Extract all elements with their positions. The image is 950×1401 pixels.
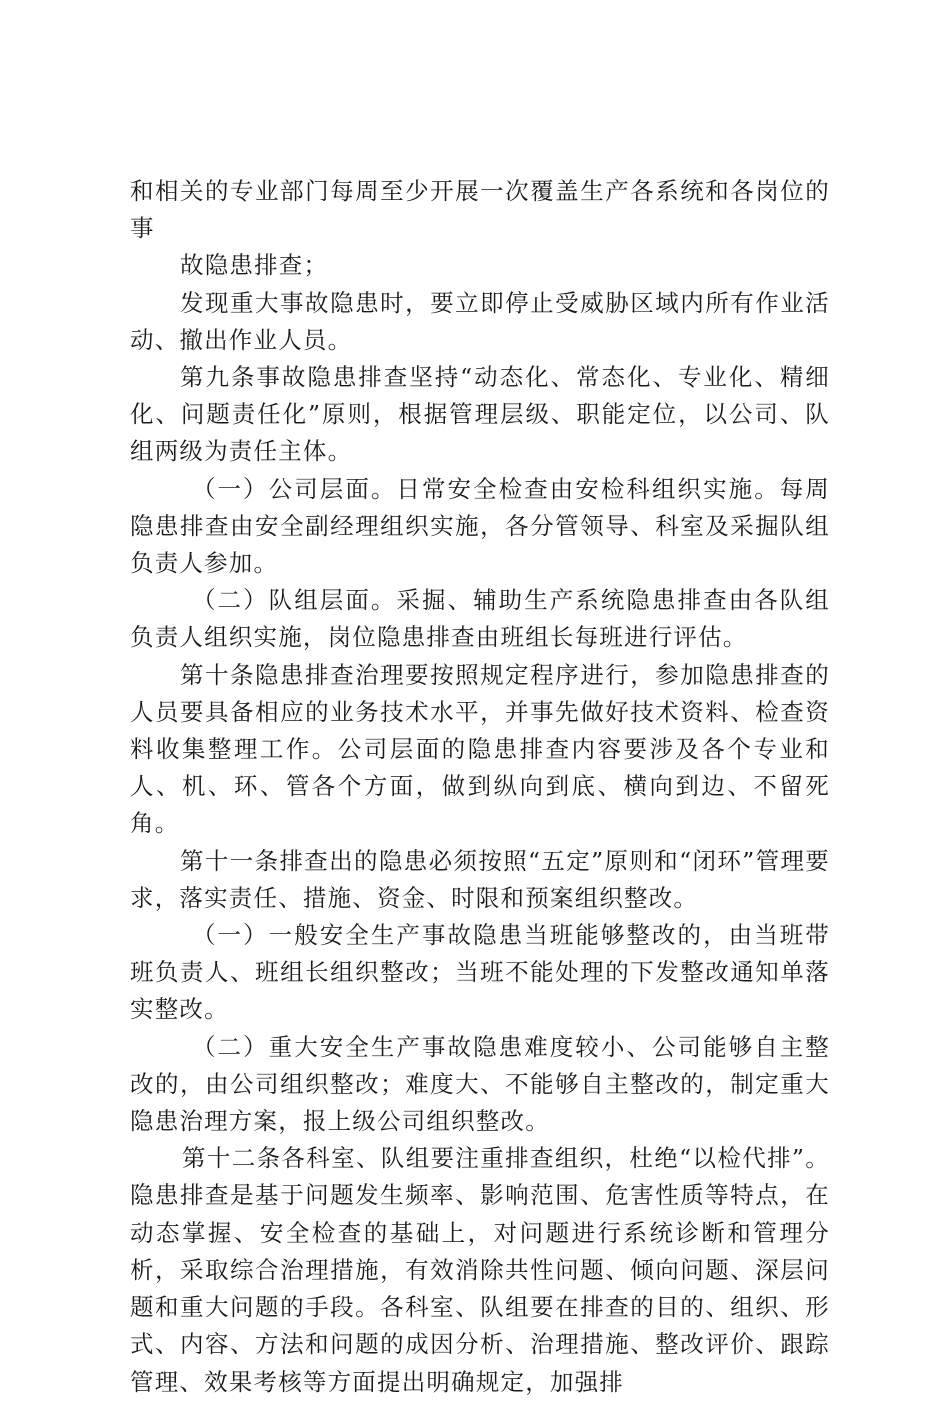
document-body [130,173,830,1401]
paragraph-1: 和相关的专业部门每周至少开展一次覆盖生产各系统和各岗位的事 [130,177,830,243]
paragraph-article-11: 第十一条排查出的隐患必须按照“五定”原则和“闭环”管理要求，落实责任、措施、资金、时限和预案组织整改。 [130,846,830,912]
paragraph-article-12: 第十二条各科室、队组要注重排查组织，杜绝“以检代排”。隐患排查是基于问题发生频率、影响范围、危害性质等特点，在动态掌握、安全检查的基础上，对问题进行系统诊断和管理分析，采取综合治理措施，有效消除共性问题、倾向问题、深层问题和重大问题的手段。各科室、队组要在排查的目的、组织、形式、内容、方法和问题的成因分析、治理措施、整改评价、跟踪管理、效果考核等方面提出明确规定，加强排 [130,1144,830,1396]
paragraph-article-10: 第十条隐患排查治理要按照规定程序进行，参加隐患排查的人员要具备相应的业务技术水平，并事先做好技术资料、检查资料收集整理工作。公司层面的隐患排查内容要涉及各个专业和人、机、环、管各个方面，做到纵向到底、横向到边、不留死角。 [130,660,830,838]
paragraph-general-hazard: （一）一般安全生产事故隐患当班能够整改的，由当班带班负责人、班组长组织整改；当班不能处理的下发整改通知单落实整改。 [130,921,830,1024]
paragraph-3: 发现重大事故隐患时，要立即停止受威胁区域内所有作业活动、撤出作业人员。 [130,288,830,354]
paragraph-2: 故隐患排查； [180,251,329,280]
paragraph-major-hazard: （二）重大安全生产事故隐患难度较小、公司能够自主整改的，由公司组织整改；难度大、不能够自主整改的，制定重大隐患治理方案，报上级公司组织整改。 [130,1032,830,1136]
paragraph-team-level: （二）队组层面。采掘、辅助生产系统隐患排查由各队组负责人组织实施，岗位隐患排查由班组长每班进行评估。 [130,586,830,652]
paragraph-article-9: 第九条事故隐患排查坚持“动态化、常态化、专业化、精细化、问题责任化”原则，根据管理层级、职能定位，以公司、队组两级为责任主体。 [130,363,830,466]
paragraph-company-level: （一）公司层面。日常安全检查由安检科组织实施。每周隐患排查由安全副经理组织实施，各分管领导、科室及采掘队组负责人参加。 [130,474,830,578]
